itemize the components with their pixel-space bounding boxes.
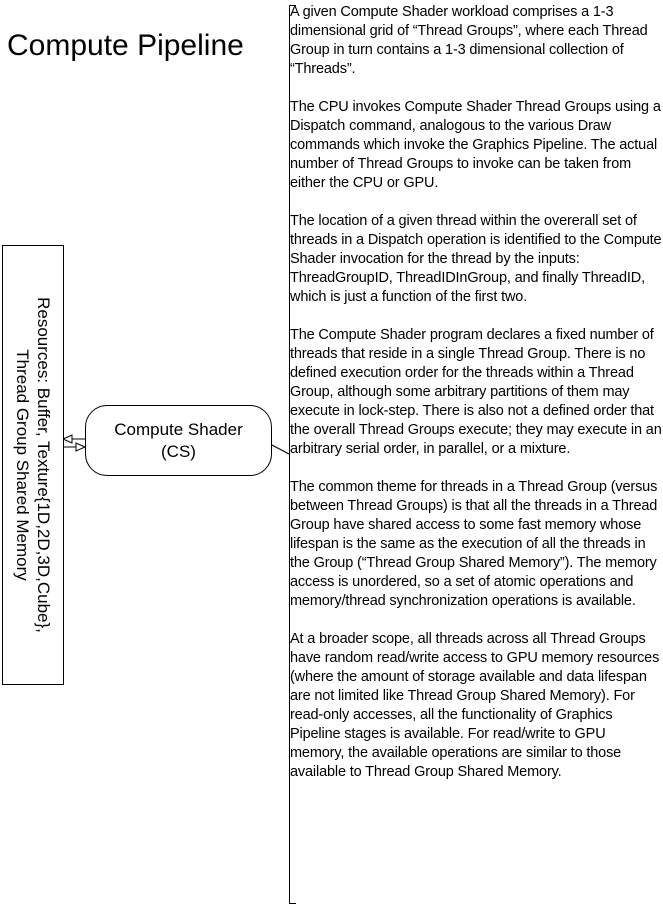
resources-text: [12, 255, 54, 675]
arrowhead-to-resources: [63, 435, 72, 443]
compute-shader-stage: [85, 405, 272, 476]
arrowhead-to-shader: [76, 443, 85, 451]
compute-shader-abbrev: (CS): [161, 441, 196, 461]
resources-line-1: Resources: Buffer, Texture{1D,2D,3D,Cube},: [34, 297, 53, 633]
page-title: Compute Pipeline: [7, 29, 244, 62]
paragraph-gpu-memory: At a broader scope, all threads across all Thread Groups have random read/write access to GPU memory resources (where the amount of storage available and data lifespan are not limited like Thread Group Shared Memory). For read-only accesses, all the functionality of Graphics Pipeline stages is available. For read/write to GPU memory, the available operations are similar to those available to Thread Group Shared Memory.: [290, 631, 660, 780]
compute-shader-label: Compute Shader: [114, 419, 243, 439]
paragraph-shared-memory: The common theme for threads in a Thread Group (versus between Thread Groups) is that all the threads in a Thread Group have shared access to some fast memory whose lifespan is the same as the execution of all the threads in the Group (“Thread Group Shared Memory”). The memory access is unordered, so a set of atomic operations and memory/thread synchronization operations is available.: [290, 479, 658, 609]
paragraph-dispatch: The CPU invokes Compute Shader Thread Groups using a Dispatch command, analogous to the various Draw commands which invoke the Graphics Pipeline. The actual number of Thread Groups to invoke can be taken from either the CPU or GPU.: [290, 99, 661, 191]
paragraph-thread-location: The location of a given thread within the overerall set of threads in a Dispatch operation is identified to the Compute Shader invocation for the thread by the inputs: ThreadGroupID, ThreadIDInGroup, and finally ThreadID, which is just a function of the first two.: [290, 213, 662, 305]
resources-line-2: Thread Group Shared Memory: [13, 349, 32, 581]
paragraph-execution-order: The Compute Shader program declares a fixed number of threads that reside in a single Thread Group. There is no defined execution order for the threads within a Thread Group, although some arbitrary partitions of them may execute in lock-step. There is also not a defined order that the overall Thread Groups execute; they may execute in an arbitrary serial order, in parallel, or a mixture.: [290, 327, 662, 457]
paragraph-thread-groups: A given Compute Shader workload comprises a 1-3 dimensional grid of “Thread Groups”, where each Thread Group in turn contains a 1-3 dimensional collection of “Threads”.: [290, 4, 648, 77]
resources-box: [2, 245, 64, 685]
callout-line: [270, 444, 289, 454]
